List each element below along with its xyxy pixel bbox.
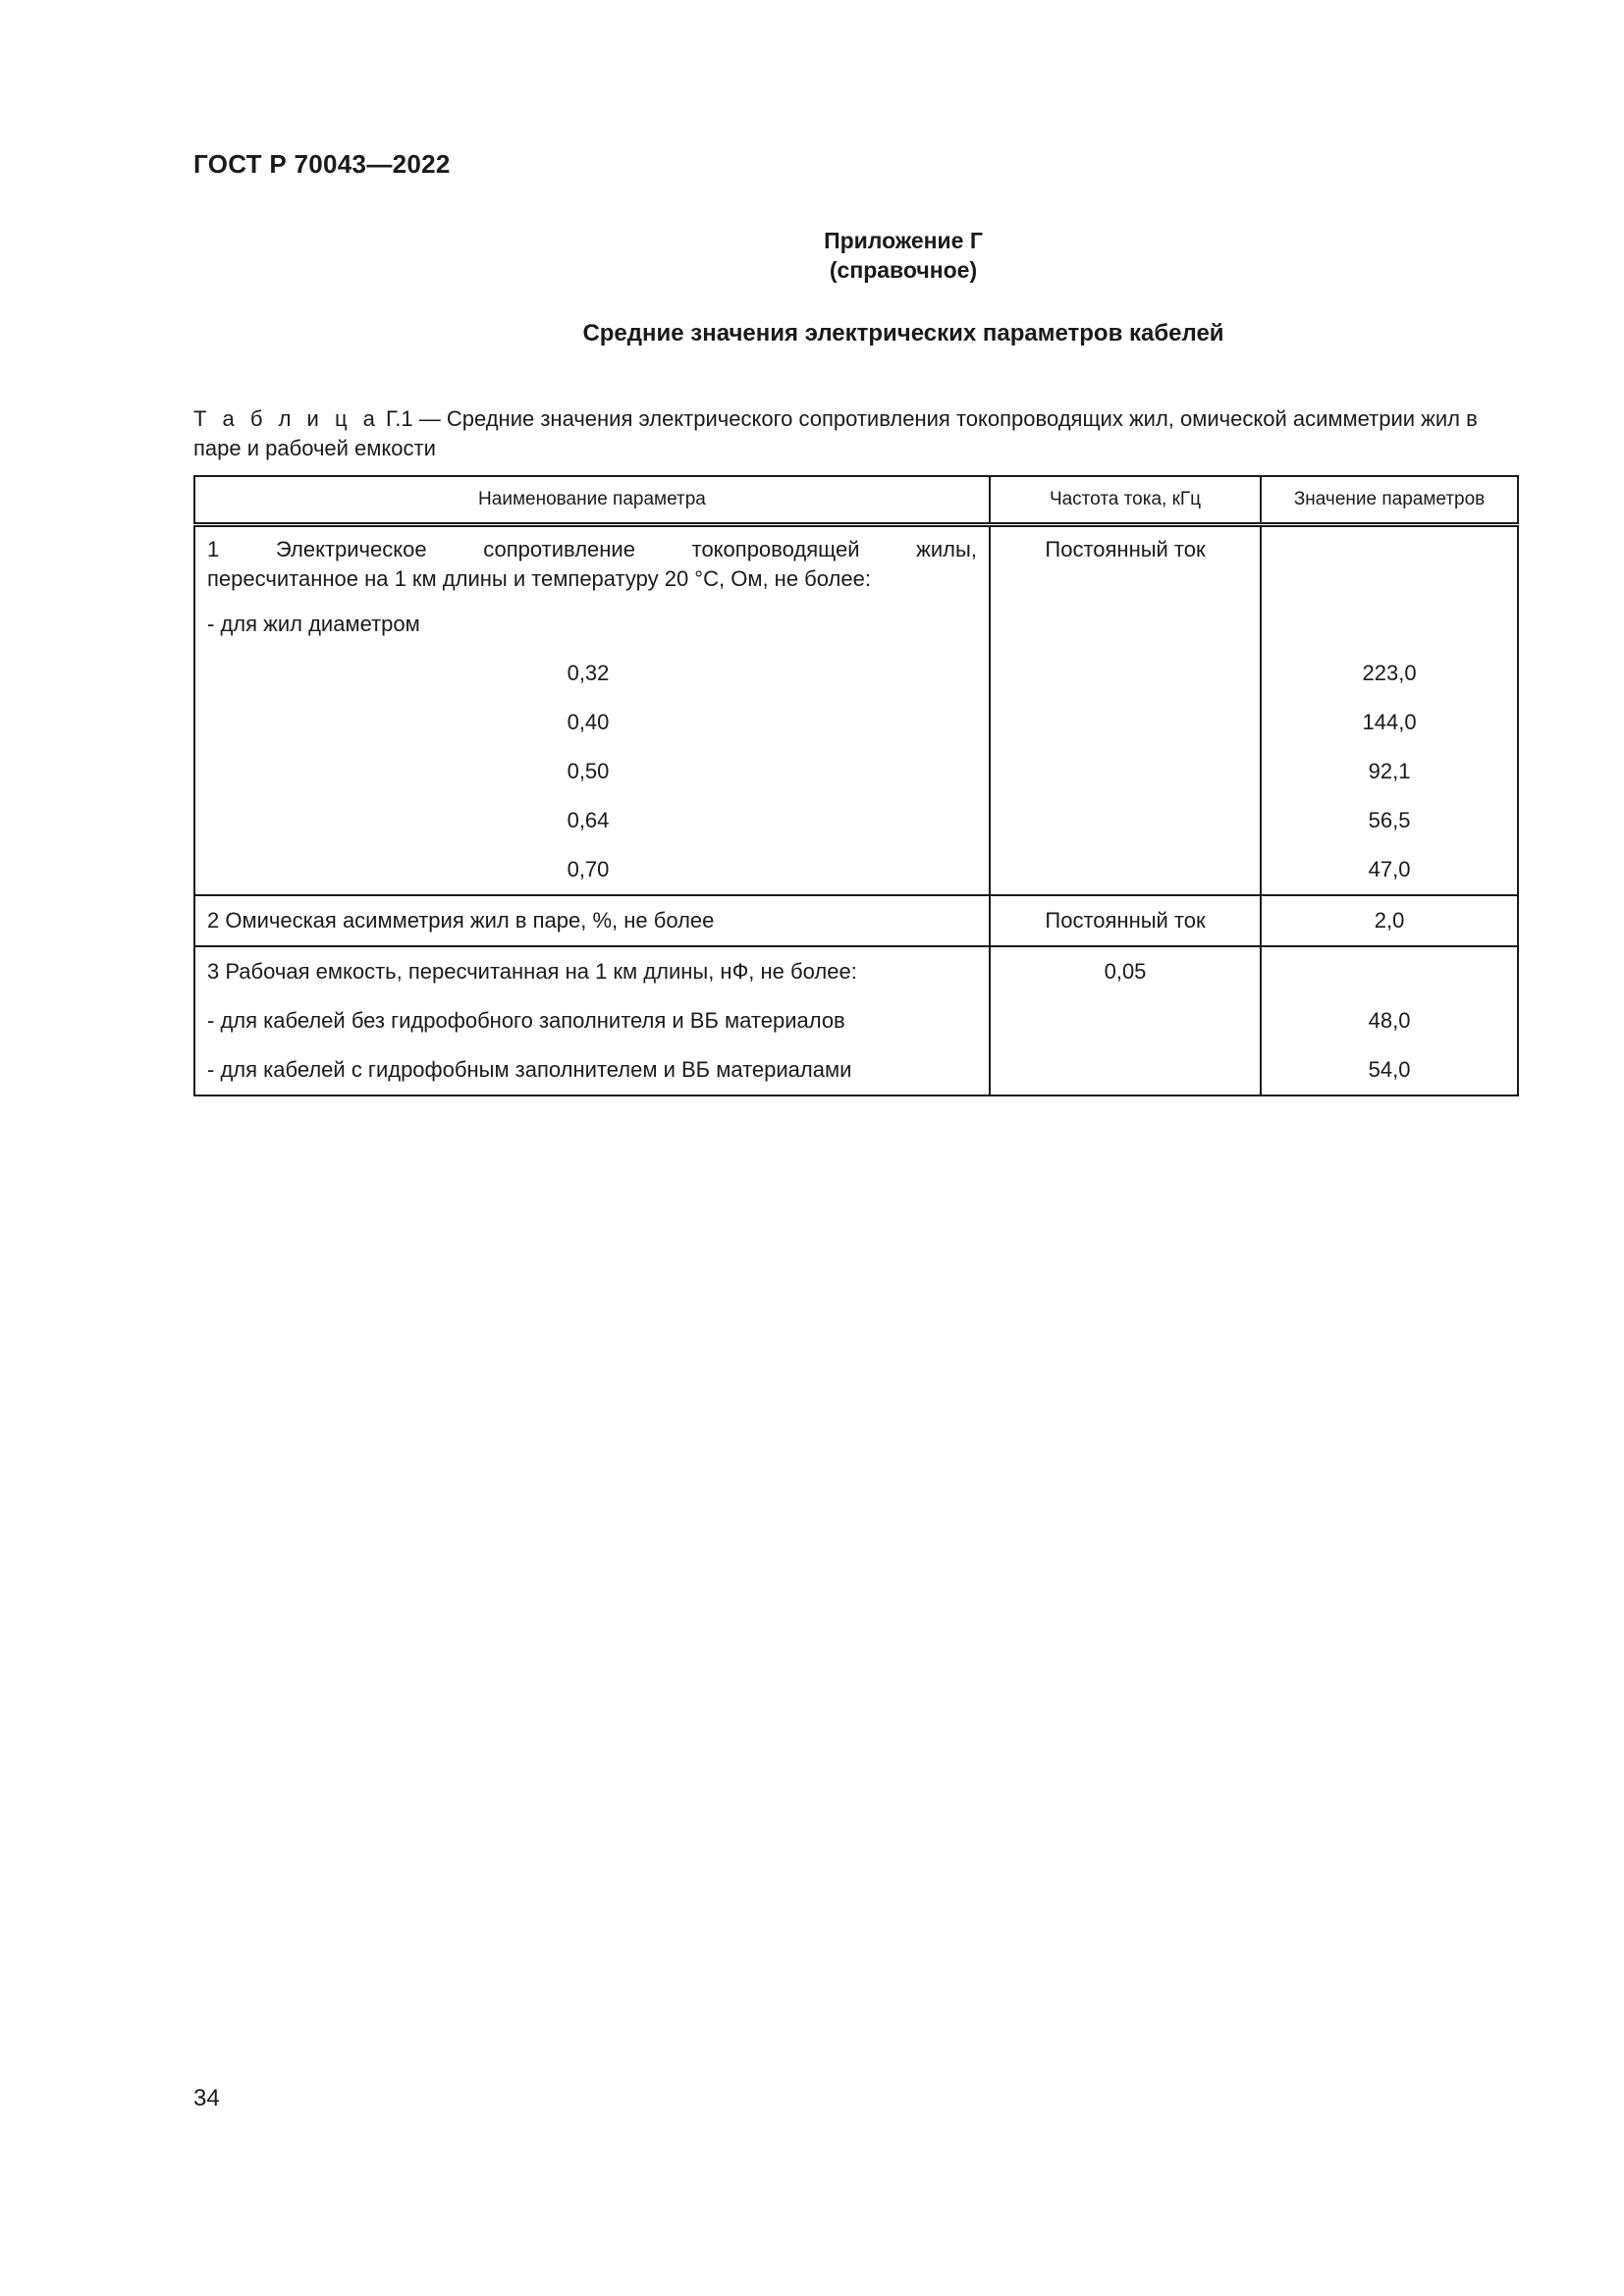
value-cell: 223,0: [1362, 661, 1417, 685]
value-cell: 47,0: [1368, 857, 1411, 881]
section-title: Средние значения электрических параметров кабелей: [582, 320, 1224, 347]
value-cell: 144,0: [1362, 710, 1417, 734]
table-row: [194, 649, 1518, 698]
table-row: [194, 1045, 1518, 1095]
appendix-label: Приложение Г: [824, 228, 983, 253]
table-row: [194, 845, 1518, 895]
value-cell: 56,5: [1368, 808, 1411, 832]
table-row: [194, 747, 1518, 796]
diameter-cell: 0,50: [567, 759, 610, 783]
header-parameter-name: Наименование параметра: [194, 476, 990, 525]
group3-row-value: 48,0: [1368, 1008, 1411, 1033]
group1-title-line1: 1 Электрическое сопротивление токопроводящей жилы,: [207, 537, 977, 561]
group2-frequency: Постоянный ток: [1045, 908, 1206, 933]
table-caption: [193, 404, 1519, 463]
table-row: [194, 895, 1518, 946]
table-caption-prefix: Т а б л и ц а: [193, 406, 380, 431]
value-cell: 92,1: [1368, 759, 1411, 783]
page-number: 34: [193, 2085, 220, 2111]
table-row: [194, 996, 1518, 1045]
table-row: [194, 946, 1518, 996]
group1-title: [195, 527, 989, 600]
group2-value: 2,0: [1374, 908, 1405, 933]
group2-title: 2 Омическая асимметрия жил в паре, %, не более: [207, 908, 715, 933]
header-value: Значение параметров: [1261, 476, 1518, 525]
group1-title-line2: пересчитанное на 1 км длины и температуру 20 °С, Ом, не более:: [207, 566, 871, 591]
table-row: [194, 698, 1518, 747]
group3-title: 3 Рабочая емкость, пересчитанная на 1 км длины, нФ, не более:: [207, 959, 857, 984]
diameter-cell: 0,70: [567, 857, 610, 881]
diameter-cell: 0,32: [567, 661, 610, 685]
group3-row-value: 54,0: [1368, 1057, 1411, 1082]
group1-subheading: - для жил диаметром: [207, 612, 420, 636]
group3-row-label: - для кабелей с гидрофобным заполнителем и ВБ материалами: [207, 1057, 852, 1082]
parameters-table: [193, 475, 1519, 1096]
diameter-cell: 0,40: [567, 710, 610, 734]
standard-id: ГОСТ Р 70043—2022: [193, 149, 451, 179]
table-header-row: [194, 476, 1518, 525]
table-row: [194, 600, 1518, 649]
group3-row-label: - для кабелей без гидрофобного заполнителя и ВБ материалов: [207, 1008, 845, 1033]
table-row: [194, 525, 1518, 601]
table-caption-text: Г.1 — Средние значения электрического сопротивления токопроводящих жил, омической асимметрии жил в паре и рабочей емкости: [193, 406, 1478, 460]
table-row: [194, 796, 1518, 845]
diameter-cell: 0,64: [567, 808, 610, 832]
group3-frequency: 0,05: [1104, 959, 1147, 984]
group1-frequency: Постоянный ток: [1045, 537, 1206, 561]
appendix-type: (справочное): [829, 257, 978, 283]
header-frequency: Частота тока, кГц: [990, 476, 1261, 525]
